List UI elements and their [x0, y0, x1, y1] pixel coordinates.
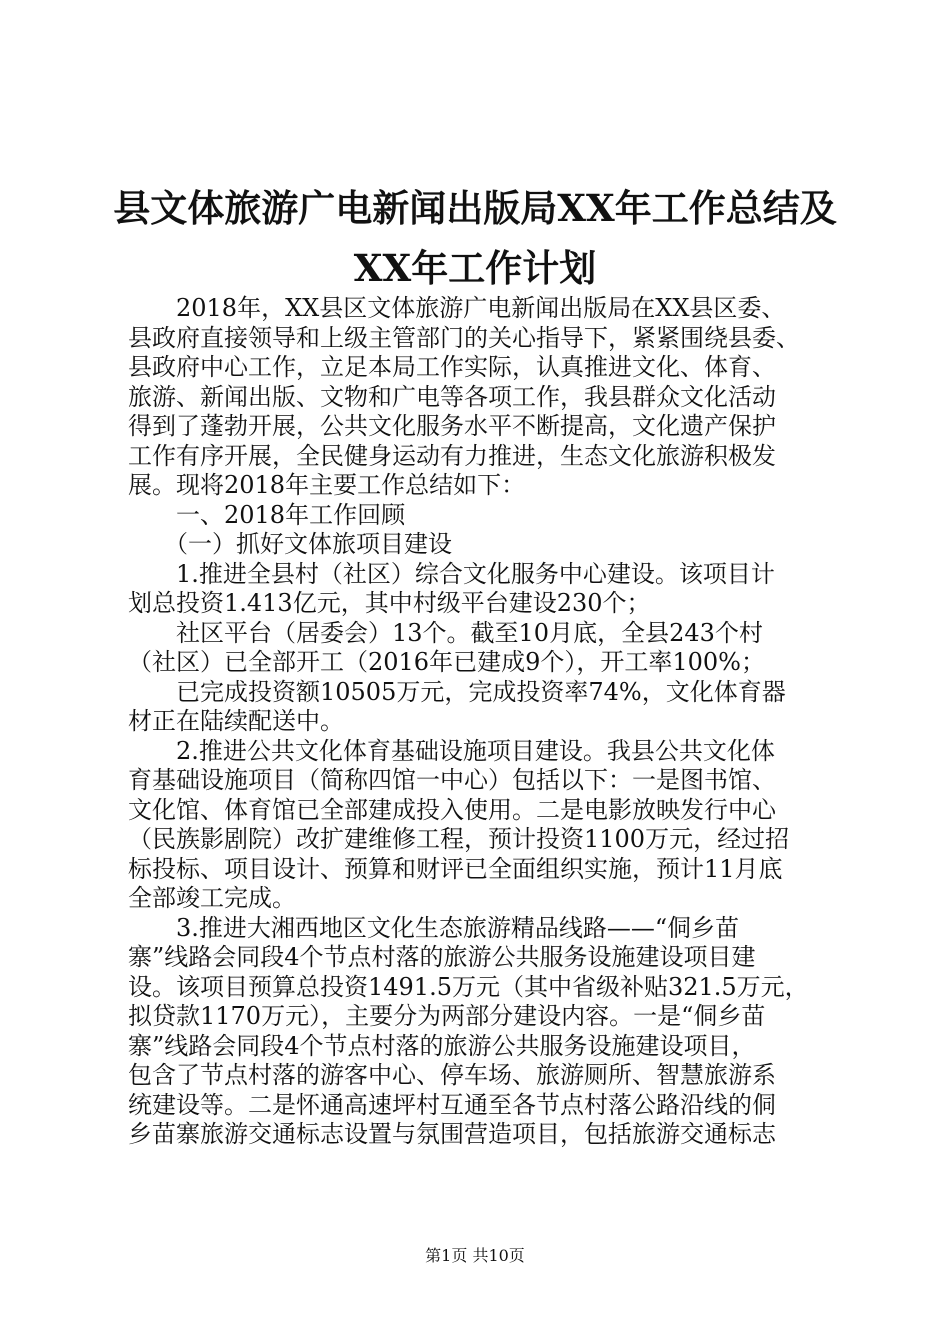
body-line: 工作有序开展，全民健身运动有力推进，生态文化旅游积极发: [128, 441, 776, 470]
body-line: （民族影剧院）改扩建维修工程，预计投资1100万元，经过招: [128, 825, 790, 853]
body-line: 展。现将2018年主要工作总结如下：: [128, 471, 526, 499]
body-line: 县政府直接领导和上级主管部门的关心指导下，紧紧围绕县委、: [128, 323, 800, 352]
body-line: 社区平台（居委会）13个。截至10月底，全县243个村: [128, 618, 763, 647]
document-title-line-2: XX年工作计划: [353, 246, 597, 290]
body-line: 划总投资1.413亿元，其中村级平台建设230个；: [128, 589, 651, 617]
body-line: 2.推进公共文化体育基础设施项目建设。我县公共文化体: [128, 736, 775, 765]
body-line: 文化馆、体育馆已全部建成投入使用。二是电影放映发行中心: [128, 795, 776, 824]
body-line: 已完成投资额10505万元，完成投资率74%，文化体育器: [128, 677, 786, 706]
body-line: 3.推进大湘西地区文化生态旅游精品线路——“侗乡苗: [128, 913, 740, 942]
page-number-footer: 第1页 共10页: [425, 1246, 525, 1265]
body-line: 旅游、新闻出版、文物和广电等各项工作，我县群众文化活动: [128, 382, 776, 411]
body-line: 寨”线路会同段4个节点村落的旅游公共服务设施建设项目建: [128, 943, 756, 971]
body-line: 1.推进全县村（社区）综合文化服务中心建设。该项目计: [128, 559, 775, 588]
body-line: 包含了节点村落的游客中心、停车场、旅游厕所、智慧旅游系: [128, 1061, 776, 1089]
body-line: 得到了蓬勃开展，公共文化服务水平不断提高，文化遗产保护: [128, 412, 776, 440]
document-body: [128, 294, 840, 1150]
body-line: 统建设等。二是怀通高速坪村互通至各节点村落公路沿线的侗: [128, 1090, 776, 1119]
document-title-line-1: 县文体旅游广电新闻出版局XX年工作总结及: [113, 186, 837, 230]
subsection-heading: （一）抓好文体旅项目建设: [128, 530, 452, 558]
body-line: 材正在陆续配送中。: [128, 707, 344, 735]
body-line: 拟贷款1170万元），主要分为两部分建设内容。一是“侗乡苗: [128, 1002, 766, 1030]
body-line: 县政府中心工作，立足本局工作实际，认真推进文化、体育、: [128, 353, 776, 381]
body-line: 全部竣工完成。: [128, 884, 296, 912]
body-line: 2018年，XX县区文体旅游广电新闻出版局在XX县区委、: [128, 294, 786, 322]
body-line: 设。该项目预算总投资1491.5万元（其中省级补贴321.5万元，: [128, 972, 809, 1001]
body-line: 标投标、项目设计、预算和财评已全面组织实施，预计11月底: [128, 854, 783, 883]
body-line: 乡苗寨旅游交通标志设置与氛围营造项目，包括旅游交通标志: [128, 1120, 776, 1148]
body-line: （社区）已全部开工（2016年已建成9个），开工率100%；: [128, 648, 765, 676]
body-line: 育基础设施项目（简称四馆一中心）包括以下：一是图书馆、: [128, 766, 776, 794]
body-line: 寨”线路会同段4个节点村落的旅游公共服务设施建设项目，: [128, 1031, 756, 1060]
section-heading: 一、2018年工作回顾: [128, 500, 406, 529]
